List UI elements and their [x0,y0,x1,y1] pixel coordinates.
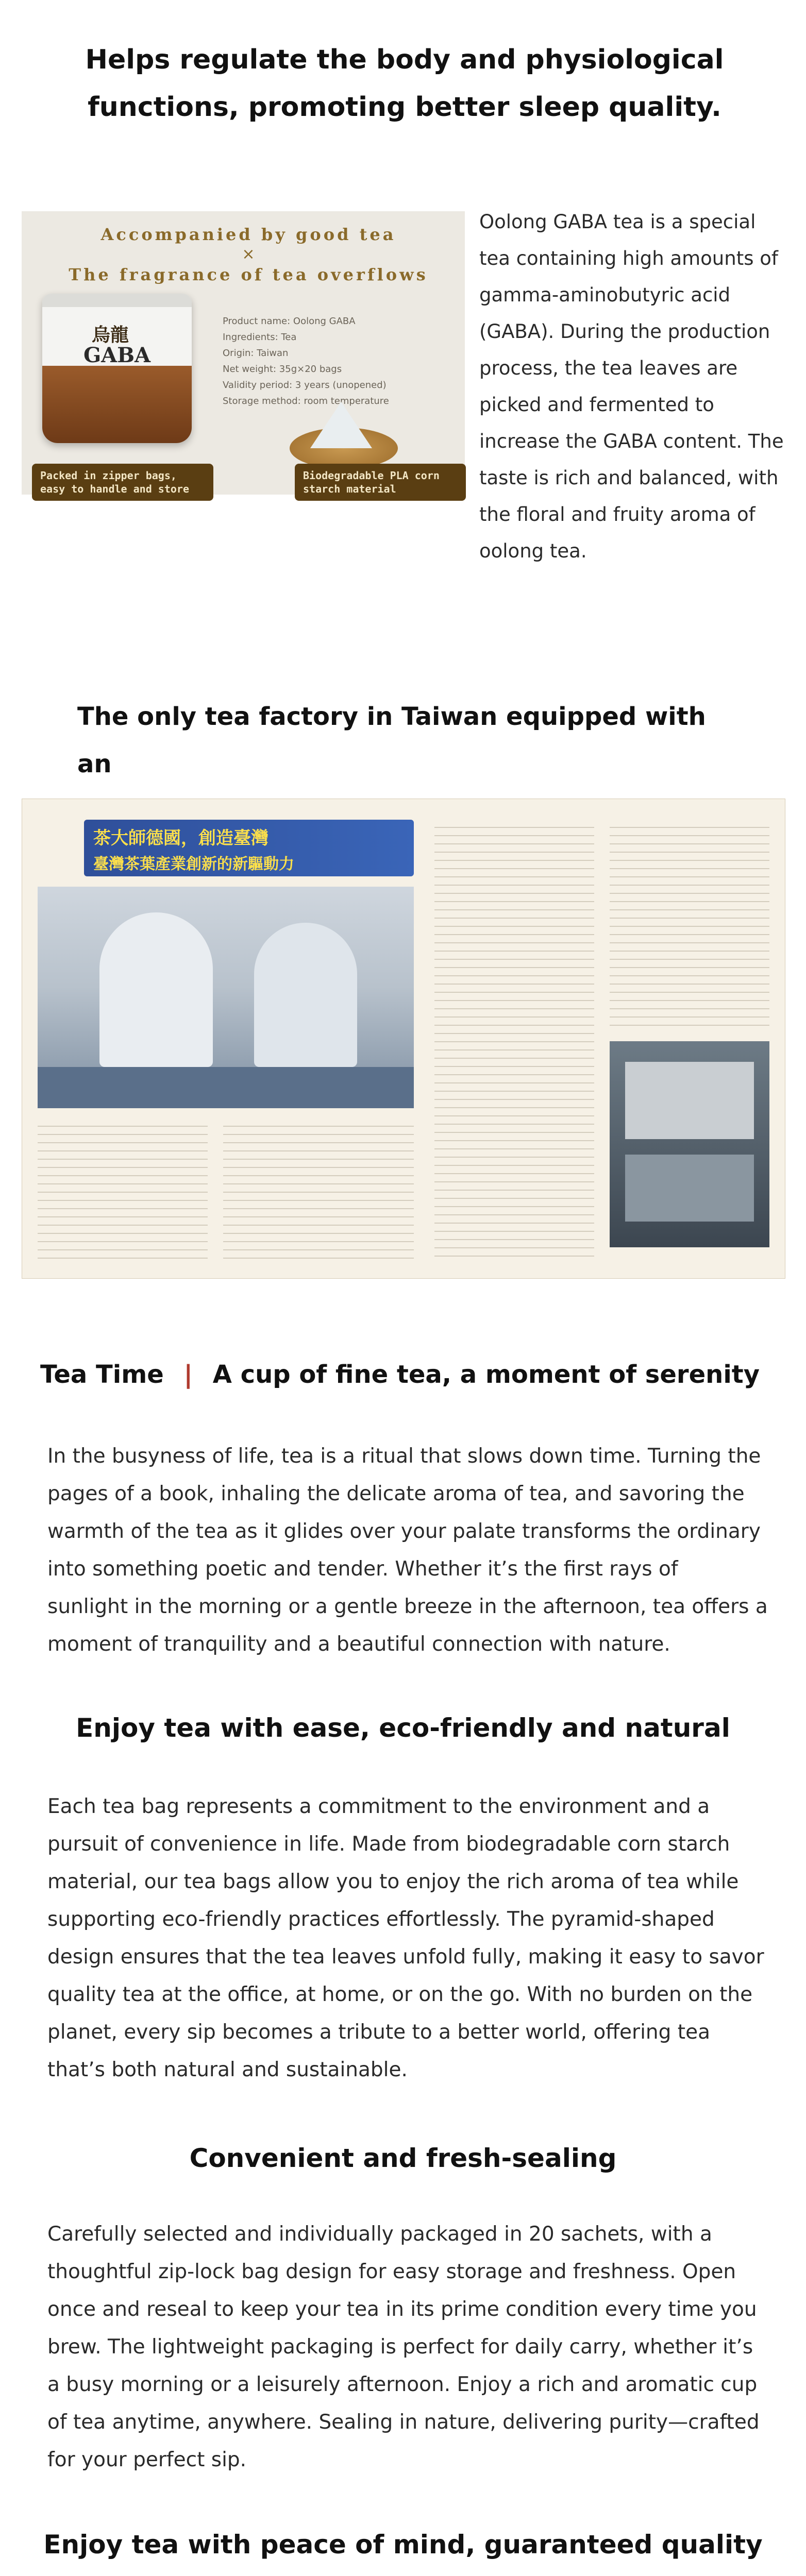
newspaper-clipping-image [22,799,785,1279]
tagline-top: Accompanied by good tea [100,225,396,244]
news-text-column-1 [38,1118,208,1263]
news-headline-2: 臺灣茶葉產業創新的新驅動力 [93,855,294,873]
tea-time-subtitle: A cup of fine tea, a moment of serenity [212,1360,760,1389]
product-specs [223,313,455,409]
tea-time-separator: | [183,1360,193,1389]
package-brand: 烏龍 [92,324,129,346]
eco-body: Each tea bag represents a commitment to the environment and a pursuit of convenience in life. Made from biodegradable corn starch material, our tea bags allow you to enjoy the rich aroma of tea while supporting eco-friendly practices effortlessly. The pyramid-shaped design ensures that the tea leaves unfold fully, making it easy to savor quality tea at the office, at home, or on the go. With no burden on the planet, every sip becomes a tribute to a better world, offering tea that’s both natural and sustainable. [47,1795,764,2081]
factory-machine-photo [38,887,414,1108]
tea-time-body: In the busyness of life, tea is a ritual that slows down time. Turning the pages of a book, inhaling the delicate aroma of tea, and savoring the warmth of the tea as it glides over your palate transforms the ordinary into something poetic and tender. Whether it’s the first rays of sunlight in the morning or a gentle breeze in the afternoon, tea offers a moment of tranquility and a beautiful connection with nature. [47,1445,768,1656]
control-panel-photo [610,1041,769,1247]
package-name: GABA [83,343,151,367]
news-text-column-4 [610,820,769,1026]
intro-title [77,36,732,131]
spec-ingredients: Ingredients: Tea [223,332,297,343]
tagline-mark: × [242,245,255,263]
news-headline-1: 茶大師德國，創造臺灣 [93,828,268,849]
spec-net-weight: Net weight: 35g×20 bags [223,364,342,375]
news-text-column-3 [434,820,594,1263]
spec-validity: Validity period: 3 years (unopened) [223,380,387,391]
product-card [22,211,465,495]
quality-title: Enjoy tea with peace of mind, guaranteed quality [43,2530,763,2560]
tea-package-image [42,294,192,443]
spec-origin: Origin: Taiwan [223,348,289,359]
eco-title: Enjoy tea with ease, eco-friendly and natural [76,1713,730,1743]
news-headline-banner [84,820,414,876]
tea-time-heading [40,1360,782,1389]
tagline-bottom: The fragrance of tea overflows [69,265,428,284]
intro-title-line-1: Helps regulate the body and physiological [85,44,724,75]
spec-storage: Storage method: room temperature [223,396,389,406]
tea-time-label: Tea Time [40,1360,164,1389]
factory-title-line-1: The only tea factory in Taiwan equipped with an [77,702,706,778]
pla-material-badge: Biodegradable PLA corn starch material [295,464,466,501]
pyramid-teabag-icon [310,402,372,448]
intro-description: Oolong GABA tea is a special tea containing high amounts of gamma-aminobutyric acid (GABA). During the production process, the tea leaves are picked and fermented to increase the GABA content. The taste is rich and balanced, with the floral and fruity aroma of oolong tea. [479,211,784,562]
zipper-bag-badge: Packed in zipper bags, easy to handle and store [32,464,213,501]
spec-product-name: Product name: Oolong GABA [223,316,356,327]
intro-title-line-2: functions, promoting better sleep quality. [88,92,721,123]
fresh-body: Carefully selected and individually packaged in 20 sachets, with a thoughtful zip-lock bag design for easy storage and freshness. Open once and reseal to keep your tea in its prime condition every time you brew. The lightweight packaging is perfect for daily carry, whether it’s a busy morning or a leisurely afternoon. Enjoy a rich and aromatic cup of tea anytime, anywhere. Sealing in nature, delivering purity—crafted for your perfect sip. [47,2223,760,2471]
fresh-title: Convenient and fresh-sealing [189,2143,617,2173]
news-text-column-2 [223,1118,414,1263]
